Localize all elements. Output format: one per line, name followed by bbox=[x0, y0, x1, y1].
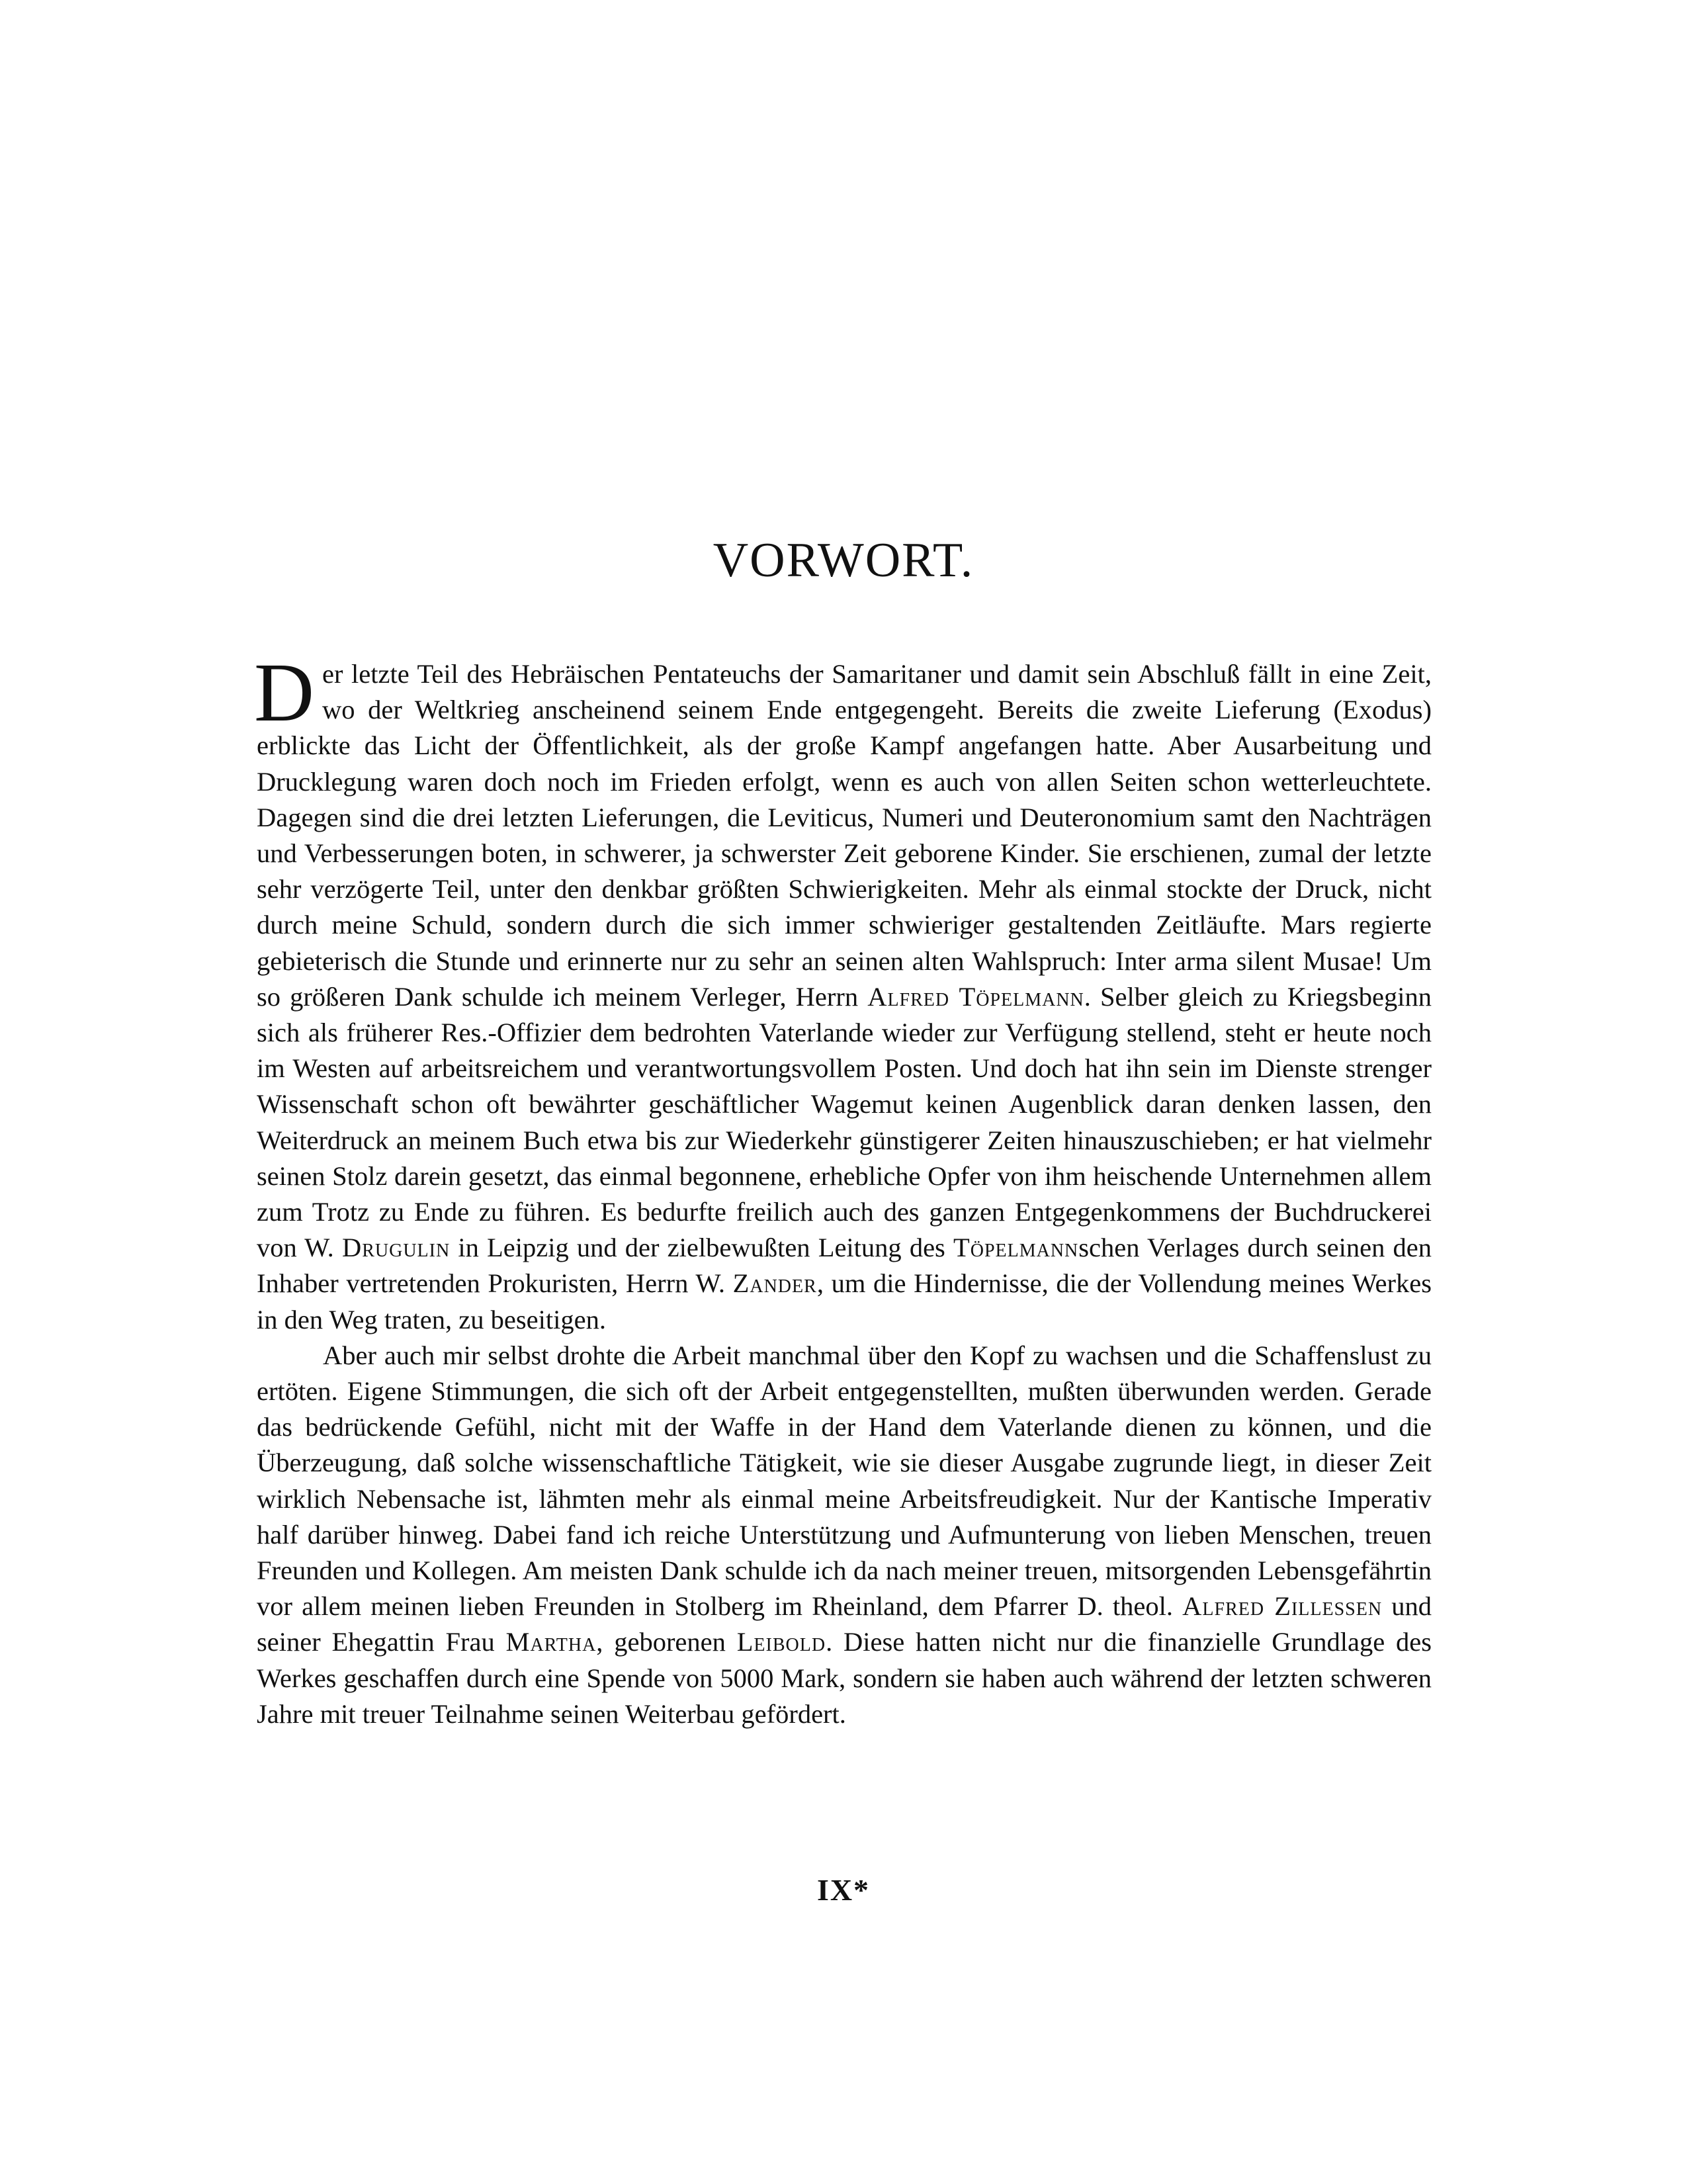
publisher-surname: Töpelmann bbox=[953, 1233, 1079, 1263]
paragraph-2-text-1: Aber auch mir selbst drohte die Arbeit manchmal über den Kopf zu wachsen und die Schaffenslust zu ertöten. Eigene Stimmungen, die sich oft der Arbeit entgegenstellten, mußten überwunden werden. Gerade das bedrückende Gefühl, nicht mit der Waffe in der Hand dem Vaterlande dienen zu können, und die Überzeugung, daß solche wissenschaftliche Tätigkeit, wie sie dieser Ausgabe zugrunde liegt, in dieser Zeit wirklich Nebensache ist, lähmten mehr als einmal meine Arbeitsfreudigkeit. Nur der Kantische Imperativ half darüber hinweg. Dabei fand ich reiche Unterstützung und Aufmunterung von lieben Menschen, treuen Freunden und Kollegen. Am meisten Dank schulde ich da nach meiner treuen, mitsorgenden Lebensgefährtin vor allem meinen lieben Freunden in Stolberg im Rheinland, dem Pfarrer D. theol. bbox=[257, 1340, 1432, 1622]
drop-cap: D bbox=[254, 647, 314, 739]
friend-name: Alfred Zillessen bbox=[1182, 1591, 1383, 1622]
paragraph-1-text-2: . Selber gleich zu Kriegsbeginn sich als früherer Res.-Offizier dem bedrohten Vaterlande wieder zur Verfügung stellend, steht er heute noch im Westen auf arbeitsreichem und verantwortungsvollem Posten. Und doch hat ihn sein im Dienste strenger Wissenschaft schon oft bewährter geschäftlicher Wagemut keinen Augenblick daran denken lassen, den Weiterdruck an meinem Buch etwa bis zur Wiederkehr günstigerer Zeiten hinauszuschieben; er hat vielmehr seinen Stolz darein gesetzt, das einmal begonnene, erhebliche Opfer von ihm heischende Unternehmen allem zum Trotz zu Ende zu führen. Es bedurfte freilich auch des ganzen Entgegenkommens der Buchdruckerei von W. bbox=[257, 981, 1432, 1263]
page-title: VORWORT. bbox=[713, 533, 974, 588]
paragraph-2 bbox=[257, 1338, 1432, 1732]
page-number: IX* bbox=[816, 1873, 871, 1907]
paragraph-1-text-5: , um die Hindernisse, die der Vollendung meines Werkes in den Weg traten, zu beseitigen. bbox=[257, 1268, 1432, 1334]
paragraph-1-text-4: schen Verlages durch seinen den Inhaber vertretenden Prokuristen, Herrn W. bbox=[257, 1233, 1432, 1299]
paragraph-2-text-3: , geborenen bbox=[596, 1627, 737, 1657]
paragraph-1 bbox=[254, 647, 1432, 1338]
paragraph-1-text-1: er letzte Teil des Hebräischen Pentateuchs der Samaritaner und damit sein Abschluß fällt in eine Zeit, wo der Weltkrieg anscheinend seinem Ende entgegengeht. Bereits die zweite Lieferung (Exodus) erblickte das Licht der Öffentlichkeit, als der große Kampf angefangen hatte. Aber Ausarbeitung und Drucklegung waren doch noch im Frieden erfolgt, wenn es auch von allen Seiten schon wetterleuchtete. Dagegen sind die drei letzten Lieferungen, die Leviticus, Numeri und Deuteronomium samt den Nachträgen und Verbesserungen boten, in schwerer, ja schwerster Zeit geborene Kinder. Sie erschienen, zumal der letzte sehr verzögerte Teil, unter den denkbar größten Schwierigkeiten. Mehr als einmal stockte der Druck, nicht durch meine Schuld, sondern durch die sich immer schwieriger gestaltenden Zeitläufte. Mars regierte gebieterisch die Stunde und erinnerte nur zu sehr an seinen alten Wahlspruch: Inter arma silent Musae! Um so größeren Dank schulde ich meinem Verleger, Herrn bbox=[257, 659, 1432, 1012]
paragraph-2-text-4: . Diese hatten nicht nur die finanzielle Grundlage des Werkes geschaffen durch eine Spende von 5000 Mark, sondern sie haben auch während der letzten schweren Jahre mit treuer Teilnahme seinen Weiterbau gefördert. bbox=[257, 1627, 1432, 1729]
paragraph-2-text-2: und seiner Ehegattin Frau bbox=[257, 1591, 1432, 1657]
paragraph-1-text-3: in Leipzig und der zielbewußten Leitung des bbox=[450, 1233, 953, 1263]
publisher-name: Alfred Töpelmann bbox=[867, 981, 1084, 1012]
procurator-name: Zander bbox=[732, 1268, 817, 1299]
printer-name: Drugulin bbox=[341, 1233, 451, 1263]
wife-name: Martha bbox=[505, 1627, 597, 1657]
maiden-name: Leibold bbox=[736, 1627, 826, 1657]
body-text bbox=[254, 647, 1432, 1732]
